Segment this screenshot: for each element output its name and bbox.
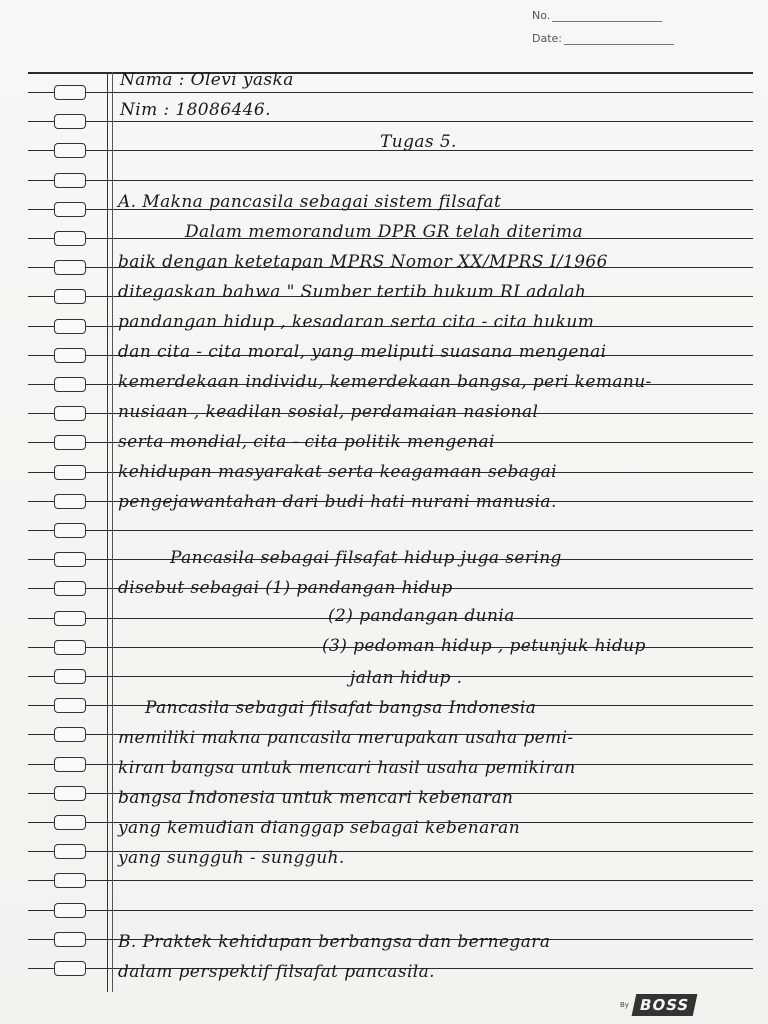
binding-box (54, 611, 86, 626)
binding-box (54, 494, 86, 509)
number-label: No. (532, 9, 551, 22)
brand-logo (620, 994, 695, 1016)
binding-box (54, 961, 86, 976)
text-line-nim: Nim : 18086446. (120, 100, 271, 120)
text-line-section-a-heading: A. Makna pancasila sebagai sistem filsafat (118, 192, 502, 212)
binding-box (54, 640, 86, 655)
binding-box (54, 465, 86, 480)
ruled-line (28, 92, 753, 93)
text-line-p1-l10: pengejawantahan dari budi hati nurani manusia. (118, 492, 557, 512)
binding-box (54, 202, 86, 217)
text-line-p1-l9: kehidupan masyarakat serta keagamaan sebagai (118, 462, 557, 482)
text-line-p3-l3: kiran bangsa untuk mencari hasil usaha pemikiran (118, 758, 576, 778)
text-line-p1-l3: ditegaskan bahwa " Sumber tertib hukum RI adalah (118, 282, 587, 302)
binding-box (54, 581, 86, 596)
text-line-p3-l2: memiliki makna pancasila merupakan usaha pemi- (118, 728, 574, 748)
text-line-p3-l6: yang sungguh - sungguh. (118, 848, 345, 868)
binding-box (54, 786, 86, 801)
binding-box (54, 85, 86, 100)
text-line-p2-l1: Pancasila sebagai filsafat hidup juga sering (170, 548, 562, 568)
margin-line-inner (112, 72, 113, 992)
text-line-p3-l1: Pancasila sebagai filsafat bangsa Indonesia (145, 698, 537, 718)
binding-box (54, 260, 86, 275)
ruled-line (28, 121, 753, 122)
binding-box (54, 114, 86, 129)
binding-box (54, 698, 86, 713)
text-line-p2-l2: disebut sebagai (1) pandangan hidup (118, 578, 453, 598)
margin-line (107, 72, 108, 992)
text-line-p2-l3: (2) pandangan dunia (328, 606, 515, 626)
ruled-line (28, 530, 753, 531)
binding-box (54, 523, 86, 538)
binding-box (54, 552, 86, 567)
ruled-line (28, 180, 753, 181)
text-line-p1-l7: nusiaan , keadilan sosial, perdamaian nasional (118, 402, 539, 422)
binding-box (54, 903, 86, 918)
binding-box (54, 844, 86, 859)
binding-box (54, 727, 86, 742)
text-line-title: Tugas 5. (380, 132, 457, 152)
ruled-lines (28, 0, 768, 1024)
ruled-line (28, 880, 753, 881)
binding-box (54, 289, 86, 304)
text-line-p2-l4: (3) pedoman hidup , petunjuk hidup (322, 636, 646, 656)
text-line-p1-l4: pandangan hidup , kesadaran serta cita - cita hukum (118, 312, 595, 332)
binding-box (54, 873, 86, 888)
date-label: Date: (532, 32, 562, 45)
binding-box (54, 143, 86, 158)
binding-box (54, 815, 86, 830)
text-line-section-b-l1: B. Praktek kehidupan berbangsa dan bernegara (118, 932, 551, 952)
text-line-section-b-l2: dalam perspektif filsafat pancasila. (118, 962, 435, 982)
ruled-line (28, 910, 753, 911)
text-line-p1-l5: dan cita - cita moral, yang meliputi suasana mengenai (118, 342, 607, 362)
binding-box (54, 757, 86, 772)
binding-box (54, 348, 86, 363)
binding-box (54, 319, 86, 334)
binding-box (54, 231, 86, 246)
text-line-name: Nama : Olevi yaska (120, 70, 294, 90)
logo-mark: BOSS (632, 994, 698, 1016)
text-line-p1-l2: baik dengan ketetapan MPRS Nomor XX/MPRS I/1966 (118, 252, 608, 272)
text-line-p2-l5: jalan hidup . (350, 668, 463, 688)
binding-box (54, 173, 86, 188)
binding-box (54, 377, 86, 392)
binding-box (54, 435, 86, 450)
text-line-p1-l8: serta mondial, cita - cita politik mengenai (118, 432, 495, 452)
text-line-p3-l5: yang kemudian dianggap sebagai kebenaran (118, 818, 521, 838)
text-line-p1-l6: kemerdekaan individu, kemerdekaan bangsa, peri kemanu- (118, 372, 652, 392)
binding-box (54, 669, 86, 684)
text-line-p1-l1: Dalam memorandum DPR GR telah diterima (185, 222, 584, 242)
logo-by: By (620, 1001, 629, 1009)
text-line-p3-l4: bangsa Indonesia untuk mencari kebenaran (118, 788, 514, 808)
binding-box (54, 406, 86, 421)
binding-box (54, 932, 86, 947)
